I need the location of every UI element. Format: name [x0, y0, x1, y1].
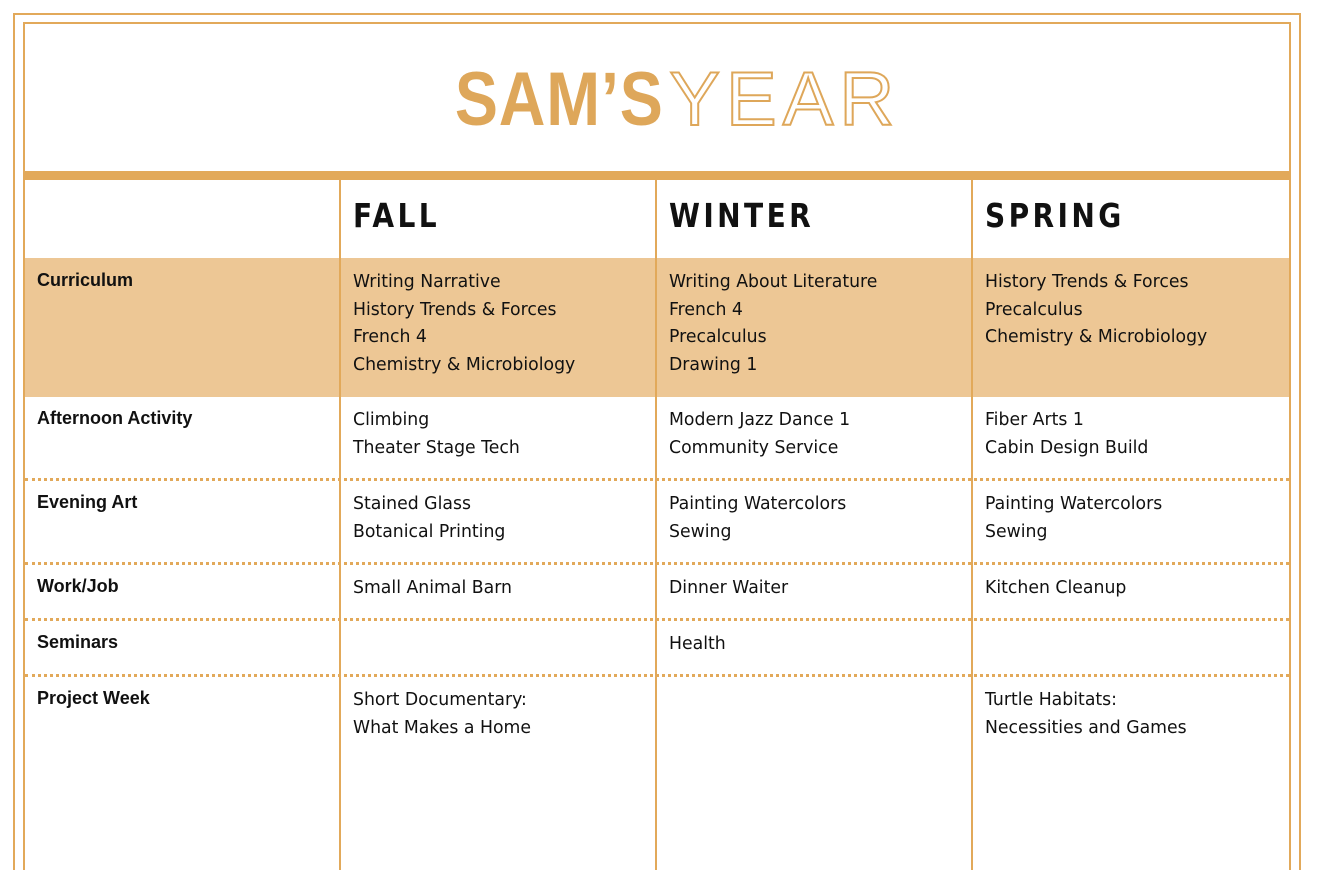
course-item: Chemistry & Microbiology — [353, 353, 576, 375]
course-item: Writing Narrative — [353, 271, 501, 292]
course-item: Botanical Printing — [353, 520, 506, 542]
season-header-spring: SPRING — [985, 196, 1125, 235]
course-item: Sewing — [985, 520, 1048, 542]
row-separator — [25, 618, 1289, 621]
course-item: Short Documentary: — [353, 689, 527, 710]
row-label-seminars: Seminars — [37, 632, 119, 652]
cell-work-job-winter — [669, 574, 969, 602]
column-divider-2 — [655, 180, 657, 870]
cell-work-job-fall — [353, 574, 653, 602]
course-item: What Makes a Home — [353, 716, 532, 738]
cell-afternoon-activity-spring — [985, 406, 1285, 461]
course-item: Dinner Waiter — [669, 577, 789, 598]
cell-work-job-spring — [985, 574, 1285, 602]
course-item: French 4 — [353, 326, 427, 347]
course-item: Fiber Arts 1 — [985, 409, 1084, 430]
page-title — [0, 57, 1318, 142]
cell-curriculum-spring — [985, 268, 1285, 351]
cell-evening-art-fall — [353, 490, 653, 545]
course-item: Drawing 1 — [669, 353, 758, 375]
course-item: Turtle Habitats: — [985, 689, 1118, 710]
row-separator — [25, 674, 1289, 677]
course-item: Chemistry & Microbiology — [985, 326, 1208, 347]
course-item: Precalculus — [669, 326, 767, 347]
cell-evening-art-spring — [985, 490, 1285, 545]
cell-evening-art-winter — [669, 490, 969, 545]
course-item: Painting Watercolors — [985, 493, 1163, 514]
cell-project-week-fall — [353, 686, 653, 741]
course-item: History Trends & Forces — [985, 271, 1189, 292]
course-item: Modern Jazz Dance 1 — [669, 409, 851, 430]
cell-project-week-spring — [985, 686, 1285, 741]
course-item: Health — [669, 633, 726, 654]
column-divider-3 — [971, 180, 973, 870]
cell-curriculum-winter — [669, 268, 969, 378]
course-item: Climbing — [353, 409, 430, 430]
season-header-winter: WINTER — [669, 196, 815, 235]
course-item: Cabin Design Build — [985, 436, 1149, 458]
cell-afternoon-activity-fall — [353, 406, 653, 461]
row-label-project-week: Project Week — [37, 688, 150, 708]
course-item: Writing About Literature — [669, 271, 878, 292]
course-item: French 4 — [669, 298, 743, 320]
row-separator — [25, 562, 1289, 565]
course-item: Community Service — [669, 436, 839, 458]
column-divider-1 — [339, 180, 341, 870]
row-label-work-job: Work/Job — [37, 576, 119, 596]
course-item: Theater Stage Tech — [353, 436, 520, 458]
title-outline-part: YEAR — [669, 57, 901, 142]
course-item: Sewing — [669, 520, 732, 542]
season-header-fall: FALL — [353, 196, 441, 235]
row-label-evening-art: Evening Art — [37, 492, 138, 512]
row-label-curriculum: Curriculum — [37, 270, 134, 290]
course-item: Painting Watercolors — [669, 493, 847, 514]
row-separator — [25, 478, 1289, 481]
header-divider — [25, 171, 1289, 180]
course-item: Precalculus — [985, 298, 1083, 320]
course-item: Kitchen Cleanup — [985, 577, 1127, 598]
course-item: Stained Glass — [353, 493, 471, 514]
row-label-afternoon-activity: Afternoon Activity — [37, 408, 193, 428]
course-item: Necessities and Games — [985, 716, 1187, 738]
cell-curriculum-fall — [353, 268, 653, 378]
course-item: History Trends & Forces — [353, 298, 557, 320]
cell-seminars-winter — [669, 630, 969, 658]
title-solid-part: SAM’S — [454, 57, 664, 142]
course-item: Small Animal Barn — [353, 577, 512, 598]
cell-afternoon-activity-winter — [669, 406, 969, 461]
